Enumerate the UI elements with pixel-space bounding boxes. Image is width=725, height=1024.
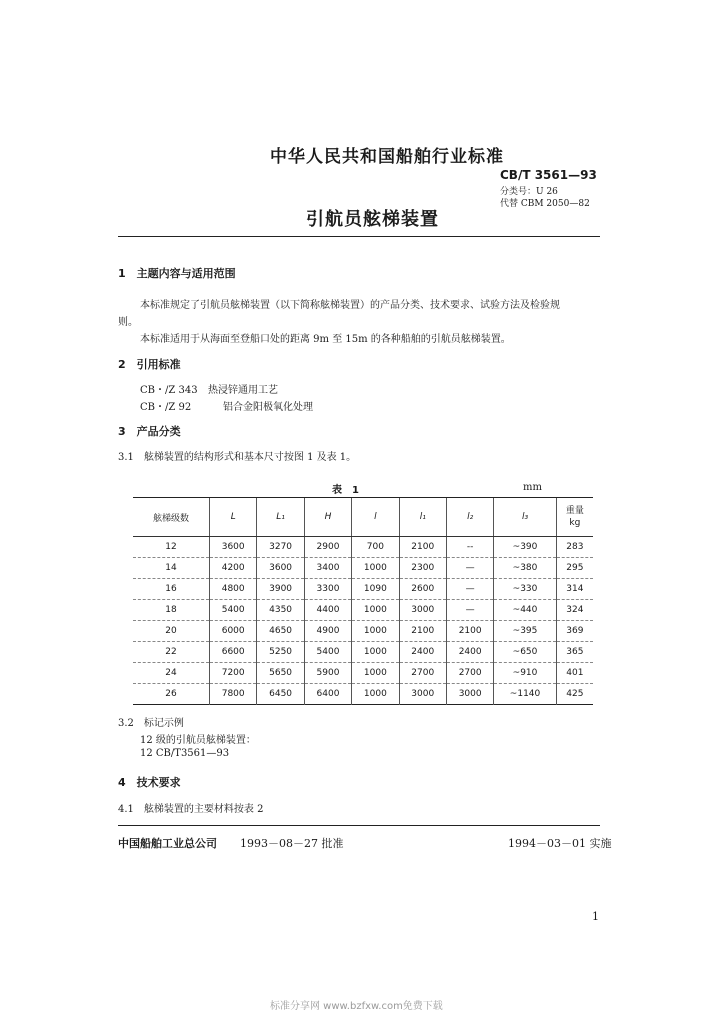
table-body xyxy=(133,537,593,705)
table-row xyxy=(133,579,593,600)
marking-example-line-1: 12 级的引航员舷梯装置： xyxy=(140,735,256,746)
section-1-paragraph-2: 本标准适用于从海面至登船口处的距离 9m 至 15m 的各种船舶的引航员舷梯装置。 xyxy=(140,334,511,345)
weight-unit: kg xyxy=(569,518,581,528)
table-cell: 1000 xyxy=(352,558,399,579)
table-cell: 401 xyxy=(556,663,593,684)
table-cell: 425 xyxy=(556,684,593,705)
effective-date: 1994－03－01 实施 xyxy=(508,837,612,850)
reference-name: 铝合金阳极氧化处理 xyxy=(223,402,313,413)
table-cell: ~390 xyxy=(494,537,556,558)
table-cell: 3000 xyxy=(446,684,493,705)
table-cell: 295 xyxy=(556,558,593,579)
table-cell: 2900 xyxy=(304,537,351,558)
header-cell: 舷梯级数 xyxy=(133,498,210,537)
table-row xyxy=(133,642,593,663)
table-cell: 6600 xyxy=(210,642,257,663)
table-cell: 2300 xyxy=(399,558,446,579)
table-cell: 3600 xyxy=(257,558,304,579)
table-cell: 6400 xyxy=(304,684,351,705)
table-cell: 1000 xyxy=(352,621,399,642)
section-1-heading: 1 主题内容与适用范围 xyxy=(118,267,236,280)
issuing-organization: 中国船舶工业总公司 xyxy=(118,837,217,850)
table-cell: 6000 xyxy=(210,621,257,642)
org-title: 中华人民共和国船舶行业标准 xyxy=(270,147,504,167)
table-cell: 5900 xyxy=(304,663,351,684)
table-cell: 5250 xyxy=(257,642,304,663)
table-cell: 324 xyxy=(556,600,593,621)
weight-header-cell xyxy=(556,498,593,537)
table-cell: 3000 xyxy=(399,684,446,705)
header-cell: l₁ xyxy=(399,498,446,537)
table-cell: 4400 xyxy=(304,600,351,621)
table-cell: 22 xyxy=(165,647,177,657)
header-cell: l xyxy=(352,498,399,537)
table-row xyxy=(133,600,593,621)
header-cell: L₁ xyxy=(257,498,304,537)
table-cell: — xyxy=(446,558,493,579)
table-cell: 2100 xyxy=(446,621,493,642)
table-row xyxy=(133,663,593,684)
table-cell: 5400 xyxy=(210,600,257,621)
table-cell: ~330 xyxy=(494,579,556,600)
table-caption: 表 1 xyxy=(332,485,359,496)
table-cell: 2600 xyxy=(399,579,446,600)
table-cell: ~395 xyxy=(494,621,556,642)
section-1-paragraph-1-cont: 则。 xyxy=(118,317,138,328)
table-cell: 365 xyxy=(556,642,593,663)
table-row xyxy=(133,558,593,579)
table-cell: 4350 xyxy=(257,600,304,621)
reference-code: CB・/Z 92 xyxy=(140,402,192,413)
watermark-link[interactable]: 标准分享网 www.bzfxw.com免费下载 xyxy=(270,1001,443,1012)
table-cell: 5650 xyxy=(257,663,304,684)
table-cell: ~910 xyxy=(494,663,556,684)
table-cell: 5400 xyxy=(304,642,351,663)
classification-number: 分类号：U 26 xyxy=(500,187,558,197)
table-cell: 24 xyxy=(165,668,177,678)
approval-date: 1993－08－27 批准 xyxy=(240,837,344,850)
header-cell: l₂ xyxy=(446,498,493,537)
table-cell: 7200 xyxy=(210,663,257,684)
table-cell: 14 xyxy=(165,563,177,573)
table-cell: 26 xyxy=(165,689,177,699)
table-cell: 16 xyxy=(165,584,177,594)
table-row xyxy=(133,537,593,558)
table-unit: mm xyxy=(523,482,542,493)
table-cell: 20 xyxy=(165,626,177,636)
table-cell: 12 xyxy=(165,542,177,552)
table-cell: -- xyxy=(446,537,493,558)
table-cell: 3400 xyxy=(304,558,351,579)
table-cell: 3270 xyxy=(257,537,304,558)
table-cell: 2100 xyxy=(399,537,446,558)
table-cell: 369 xyxy=(556,621,593,642)
table-cell: 314 xyxy=(556,579,593,600)
table-cell: 1000 xyxy=(352,663,399,684)
table-cell: 2700 xyxy=(399,663,446,684)
reference-code: CB・/Z 343 xyxy=(140,385,198,396)
table-cell: 4800 xyxy=(210,579,257,600)
page-number: 1 xyxy=(592,910,599,923)
section-1-paragraph-1: 本标准规定了引航员舷梯装置（以下简称舷梯装置）的产品分类、技术要求、试验方法及检验规 xyxy=(140,300,560,311)
table-row xyxy=(133,621,593,642)
clause-4-1: 4.1 舷梯装置的主要材料按表 2 xyxy=(118,804,264,815)
table-cell: 1000 xyxy=(352,600,399,621)
table-cell: 1090 xyxy=(352,579,399,600)
table-cell: 700 xyxy=(352,537,399,558)
table-cell: 1000 xyxy=(352,642,399,663)
standard-number: CB/T 3561—93 xyxy=(500,168,597,182)
dimension-table xyxy=(133,498,593,705)
table-cell: 3000 xyxy=(399,600,446,621)
weight-label: 重量 xyxy=(565,506,584,516)
table-cell: 7800 xyxy=(210,684,257,705)
table-cell: 2700 xyxy=(446,663,493,684)
header-cell: H xyxy=(304,498,351,537)
table-cell: 2100 xyxy=(399,621,446,642)
table-cell: — xyxy=(446,600,493,621)
section-2-heading: 2 引用标准 xyxy=(118,358,181,371)
table-cell: ~380 xyxy=(494,558,556,579)
table-header-row xyxy=(133,498,593,537)
section-4-heading: 4 技术要求 xyxy=(118,776,181,789)
table-row xyxy=(133,684,593,705)
reference-name: 热浸锌通用工艺 xyxy=(208,385,278,396)
table-cell: ~650 xyxy=(494,642,556,663)
section-3-heading: 3 产品分类 xyxy=(118,425,181,438)
table-cell: ~440 xyxy=(494,600,556,621)
clause-3-1: 3.1 舷梯装置的结构形式和基本尺寸按图 1 及表 1。 xyxy=(118,452,357,463)
marking-example-line-2: 12 CB/T3561—93 xyxy=(140,748,230,759)
table-cell: 1000 xyxy=(352,684,399,705)
table-cell: 4650 xyxy=(257,621,304,642)
clause-3-2-heading: 3.2 标记示例 xyxy=(118,718,184,729)
table-cell: 4900 xyxy=(304,621,351,642)
table-cell: ~1140 xyxy=(494,684,556,705)
footer-rule xyxy=(118,825,600,826)
header-cell: L xyxy=(210,498,257,537)
table-cell: 3600 xyxy=(210,537,257,558)
table-cell: 6450 xyxy=(257,684,304,705)
table-cell: — xyxy=(446,579,493,600)
table-cell: 2400 xyxy=(446,642,493,663)
header-cell: l₃ xyxy=(494,498,556,537)
table-cell: 283 xyxy=(556,537,593,558)
table-cell: 3900 xyxy=(257,579,304,600)
replaces-standard: 代替 CBM 2050—82 xyxy=(500,199,590,209)
table-cell: 2400 xyxy=(399,642,446,663)
document-title: 引航员舷梯装置 xyxy=(306,209,439,230)
table-cell: 18 xyxy=(165,605,177,615)
table-cell: 4200 xyxy=(210,558,257,579)
header-rule xyxy=(118,236,600,237)
table-cell: 3300 xyxy=(304,579,351,600)
